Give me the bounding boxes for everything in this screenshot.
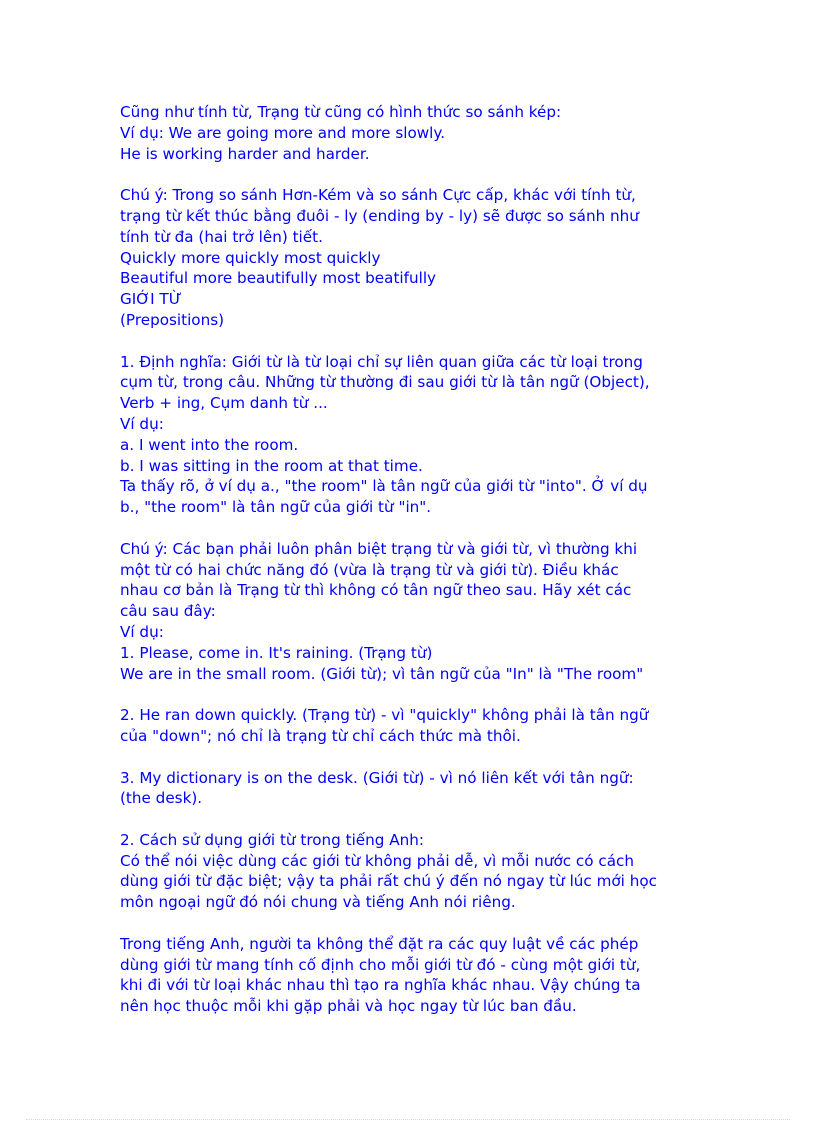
text-line: We are in the small room. (Giới từ); vì tân ngữ của "In" là "The room": [120, 664, 644, 683]
text-line: 1. Định nghĩa: Giới từ là từ loại chỉ sự liên quan giữa các từ loại trong: [120, 352, 643, 371]
text-line: Ví dụ: We are going more and more slowly.: [120, 123, 446, 142]
paragraph-spacer: [120, 809, 710, 830]
paragraph-spacer: [120, 331, 710, 352]
text-line: Chú ý: Các bạn phải luôn phân biệt trạng từ và giới từ, vì thường khi: [120, 539, 638, 558]
paragraph: [120, 934, 710, 1017]
paragraph: [120, 768, 710, 810]
text-line: Ví dụ:: [120, 622, 164, 641]
text-line: 2. Cách sử dụng giới từ trong tiếng Anh:: [120, 830, 424, 849]
page-bottom-divider: [26, 1119, 790, 1120]
paragraph: [120, 185, 710, 331]
paragraph-spacer: [120, 518, 710, 539]
text-line: một từ có hai chức năng đó (vừa là trạng từ và giới từ). Điều khác: [120, 560, 619, 579]
text-line: a. I went into the room.: [120, 435, 299, 454]
text-line: Ví dụ:: [120, 414, 164, 433]
text-line: Có thể nói việc dùng các giới từ không phải dễ, vì mỗi nước có cách: [120, 851, 635, 870]
text-line: trạng từ kết thúc bằng đuôi - ly (ending by - ly) sẽ được so sánh như: [120, 206, 639, 225]
text-line: tính từ đa (hai trở lên) tiết.: [120, 227, 323, 246]
text-line: (Prepositions): [120, 310, 225, 329]
document-body: [120, 102, 710, 1017]
text-line: khi đi với từ loại khác nhau thì tạo ra nghĩa khác nhau. Vậy chúng ta: [120, 976, 641, 995]
paragraph-spacer: [120, 684, 710, 705]
text-line: dùng giới từ mang tính cố định cho mỗi giới từ đó - cùng một giới từ,: [120, 955, 641, 974]
paragraph: [120, 705, 710, 747]
paragraph: [120, 539, 710, 685]
text-line: 3. My dictionary is on the desk. (Giới từ) - vì nó liên kết với tân ngữ:: [120, 768, 634, 787]
text-line: dùng giới từ đặc biệt; vậy ta phải rất chú ý đến nó ngay từ lúc mới học: [120, 872, 657, 891]
text-line: Beautiful more beautifully most beatifully: [120, 269, 437, 288]
text-line: Verb + ing, Cụm danh từ ...: [120, 394, 328, 413]
paragraph: [120, 102, 710, 164]
text-line: (the desk).: [120, 789, 203, 808]
paragraph: [120, 352, 710, 518]
text-line: He is working harder and harder.: [120, 144, 370, 163]
paragraph-spacer: [120, 913, 710, 934]
paragraph-spacer: [120, 164, 710, 185]
paragraph: [120, 830, 710, 913]
text-line: Quickly more quickly most quickly: [120, 248, 381, 267]
text-line: nên học thuộc mỗi khi gặp phải và học ngay từ lúc ban đầu.: [120, 997, 577, 1016]
text-line: Chú ý: Trong so sánh Hơn-Kém và so sánh Cực cấp, khác với tính từ,: [120, 186, 636, 205]
text-line: Trong tiếng Anh, người ta không thể đặt ra các quy luật về các phép: [120, 934, 639, 953]
text-line: b., "the room" là tân ngữ của giới từ "in".: [120, 498, 432, 517]
text-line: 2. He ran down quickly. (Trạng từ) - vì "quickly" không phải là tân ngữ: [120, 706, 649, 725]
text-line: môn ngoại ngữ đó nói chung và tiếng Anh nói riêng.: [120, 893, 516, 912]
text-line: 1. Please, come in. It's raining. (Trạng từ): [120, 643, 433, 662]
text-line: GIỚI TỪ: [120, 290, 182, 309]
text-line: Ta thấy rõ, ở ví dụ a., "the room" là tân ngữ của giới từ "into". Ở ví dụ: [120, 477, 648, 496]
paragraph-spacer: [120, 747, 710, 768]
text-line: của "down"; nó chỉ là trạng từ chỉ cách thức mà thôi.: [120, 726, 521, 745]
text-line: câu sau đây:: [120, 602, 216, 621]
text-line: nhau cơ bản là Trạng từ thì không có tân ngữ theo sau. Hãy xét các: [120, 581, 632, 600]
text-line: b. I was sitting in the room at that time.: [120, 456, 423, 475]
text-line: cụm từ, trong câu. Những từ thường đi sau giới từ là tân ngữ (Object),: [120, 373, 650, 392]
text-line: Cũng như tính từ, Trạng từ cũng có hình thức so sánh kép:: [120, 103, 562, 121]
